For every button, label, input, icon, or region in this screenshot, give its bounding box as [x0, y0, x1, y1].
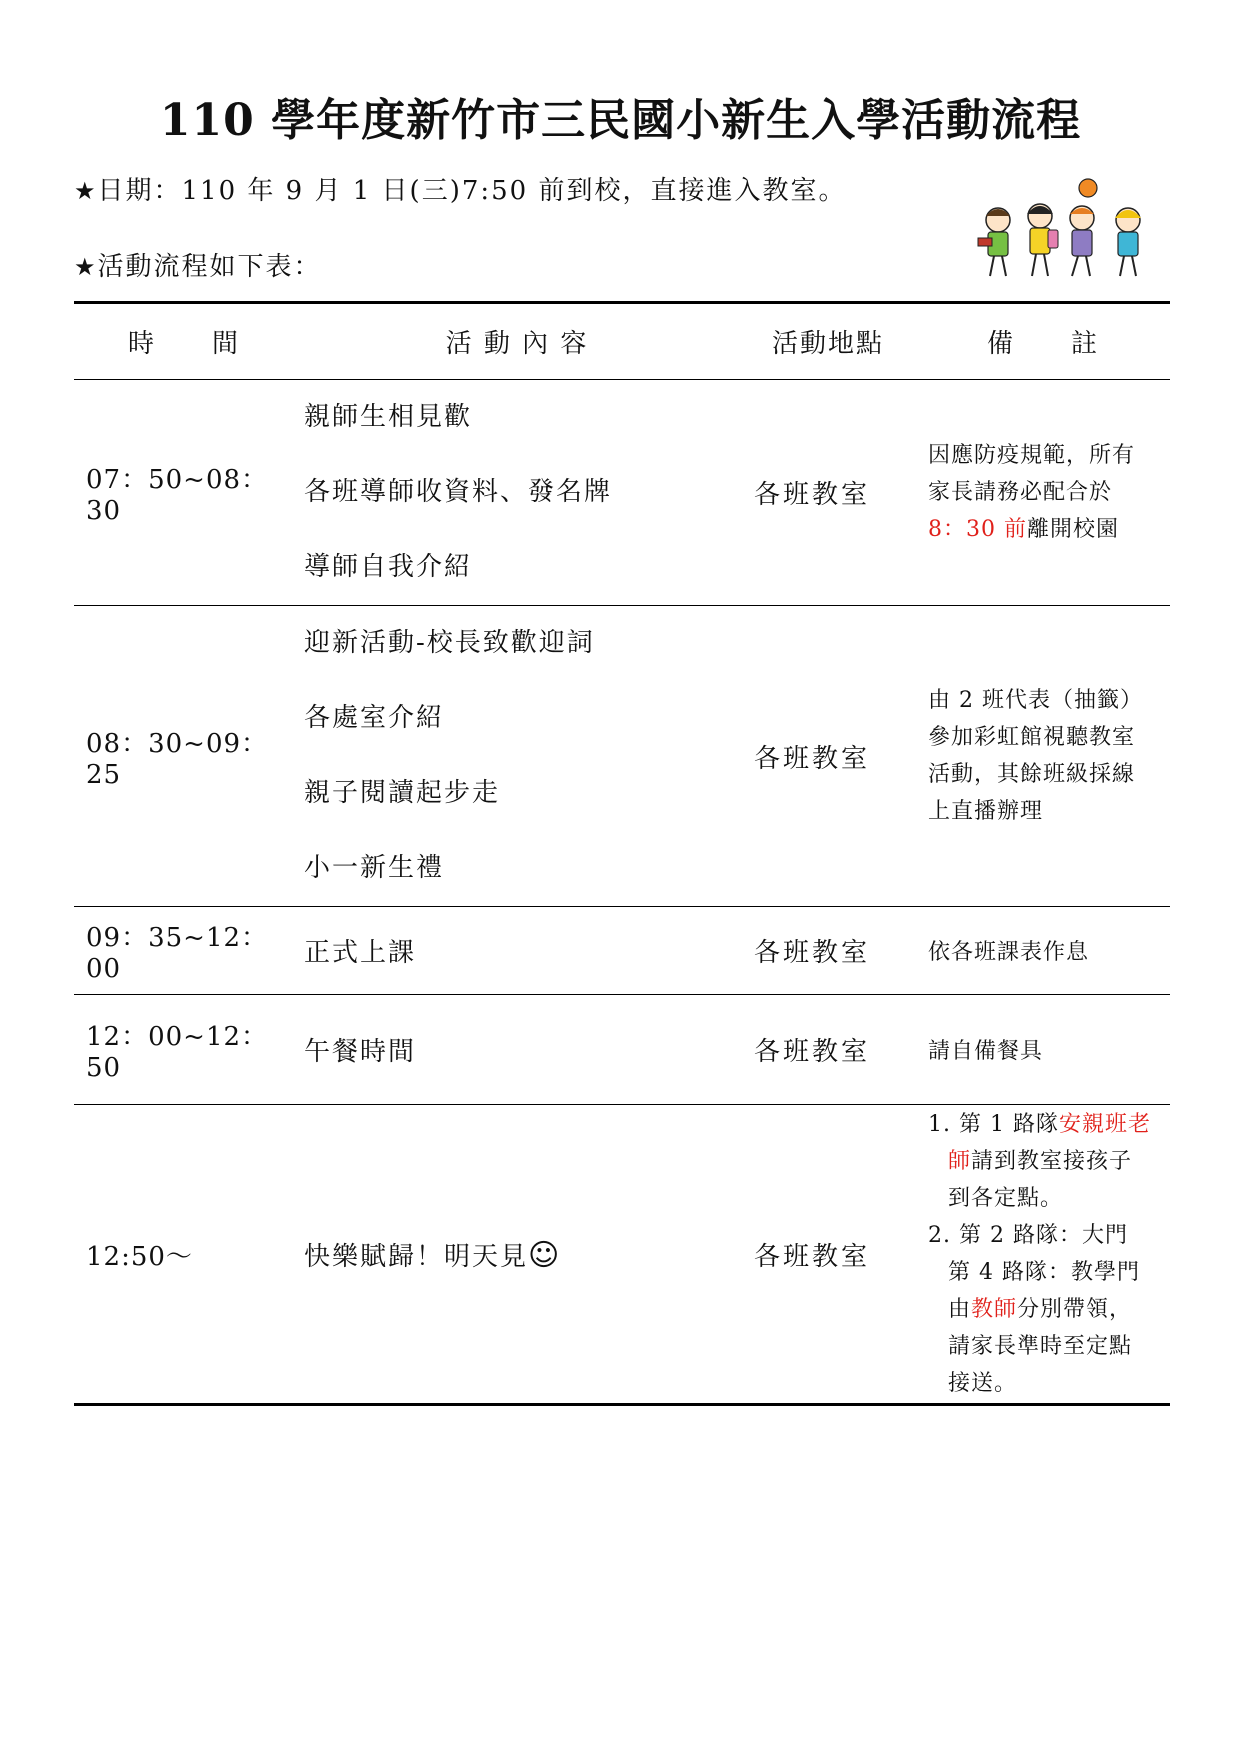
header-note: 備 註 [986, 329, 1099, 359]
header-activity: 活 動 內 容 [445, 329, 589, 359]
child-figure [978, 208, 1010, 276]
note-line [928, 1143, 1170, 1180]
flow-text: 活動流程如下表： [97, 252, 322, 282]
location-cell: 各班教室 [740, 1105, 916, 1405]
note-text: 由 [948, 1297, 972, 1322]
star-icon: ★ [74, 177, 98, 205]
note-text: 1. 第 1 路隊 [928, 1112, 1059, 1137]
note-highlight: 安親班老 [1058, 1112, 1151, 1137]
activity-item: 各處室介紹 [304, 703, 445, 733]
activity-item: 快樂賦歸！明天見 [304, 1241, 529, 1272]
smiley-icon: ☺ [528, 1237, 562, 1273]
activity-item: 親師生相見歡 [304, 402, 473, 432]
activity-item: 小一新生禮 [304, 853, 445, 883]
activity-cell: 午餐時間 [294, 995, 740, 1105]
flow-info [74, 246, 322, 283]
activity-cell: 正式上課 [294, 907, 740, 995]
note-line: 到各定點。 [948, 1186, 1064, 1211]
activity-item: 導師自我介紹 [304, 552, 473, 582]
activity-cell [294, 606, 740, 907]
note-cell: 請自備餐具 [916, 995, 1170, 1105]
time-cell: 12:50～ [74, 1105, 294, 1405]
activity-item: 各班導師收資料、發名牌 [304, 477, 613, 507]
activity-cell [294, 380, 740, 606]
note-line: 因應防疫規範，所有 [928, 443, 1136, 468]
note-line: 由 2 班代表（抽籤） [928, 688, 1143, 713]
location-cell: 各班教室 [740, 907, 916, 995]
note-line: 請家長準時至定點 [948, 1334, 1133, 1359]
note-line [928, 1106, 1170, 1143]
table-header-row [74, 303, 1170, 380]
time-cell: 08：30~09：25 [74, 606, 294, 907]
activity-item: 親子閱讀起步走 [304, 778, 501, 808]
header-time: 時 間 [127, 329, 240, 359]
page-title: 110 學年度新竹市三民國小新生入學活動流程 [159, 95, 1082, 146]
note-line: 參加彩虹館視聽教室 [928, 725, 1136, 750]
note-cell [916, 1105, 1170, 1405]
note-highlight: 師 [948, 1149, 972, 1174]
note-text: 離開校園 [1027, 517, 1120, 542]
note-cell: 依各班課表作息 [916, 907, 1170, 995]
activity-item: 迎新活動-校長致歡迎詞 [304, 628, 595, 658]
location-cell: 各班教室 [740, 606, 916, 907]
note-cell [916, 380, 1170, 606]
child-figure [1115, 208, 1141, 276]
date-info [74, 170, 847, 207]
location-cell: 各班教室 [740, 995, 916, 1105]
note-line: 2. 第 2 路隊：大門 [928, 1223, 1128, 1248]
note-line [928, 1291, 1170, 1328]
note-cell [916, 606, 1170, 907]
time-cell: 12：00~12：50 [74, 995, 294, 1105]
schedule-table [74, 301, 1170, 1406]
note-text: 請到教室接孩子 [971, 1149, 1133, 1174]
date-text: 日期：110 年 9 月 1 日(三)7:50 前到校，直接進入教室。 [97, 176, 847, 206]
location-cell: 各班教室 [740, 380, 916, 606]
child-figure [1070, 179, 1097, 276]
note-line: 家長請務必配合於 [928, 480, 1113, 505]
table-row [74, 995, 1170, 1105]
activity-cell [294, 1105, 740, 1405]
child-figure [1027, 204, 1058, 276]
star-icon: ★ [74, 253, 98, 281]
note-line: 活動，其餘班級採線 [928, 762, 1136, 787]
children-illustration [970, 178, 1158, 288]
note-line [928, 511, 1170, 548]
note-line: 接送。 [948, 1371, 1018, 1396]
note-text: 分別帶領， [1017, 1297, 1133, 1322]
table-row [74, 380, 1170, 606]
note-line: 第 4 路隊：教學門 [948, 1260, 1140, 1285]
note-line: 上直播辦理 [928, 799, 1044, 824]
time-cell: 07：50~08：30 [74, 380, 294, 606]
table-row [74, 606, 1170, 907]
table-row [74, 1105, 1170, 1405]
note-highlight: 教師 [971, 1297, 1018, 1322]
note-highlight: 8：30 前 [928, 517, 1027, 542]
time-cell: 09：35~12：00 [74, 907, 294, 995]
table-row [74, 907, 1170, 995]
header-location: 活動地點 [771, 329, 884, 359]
